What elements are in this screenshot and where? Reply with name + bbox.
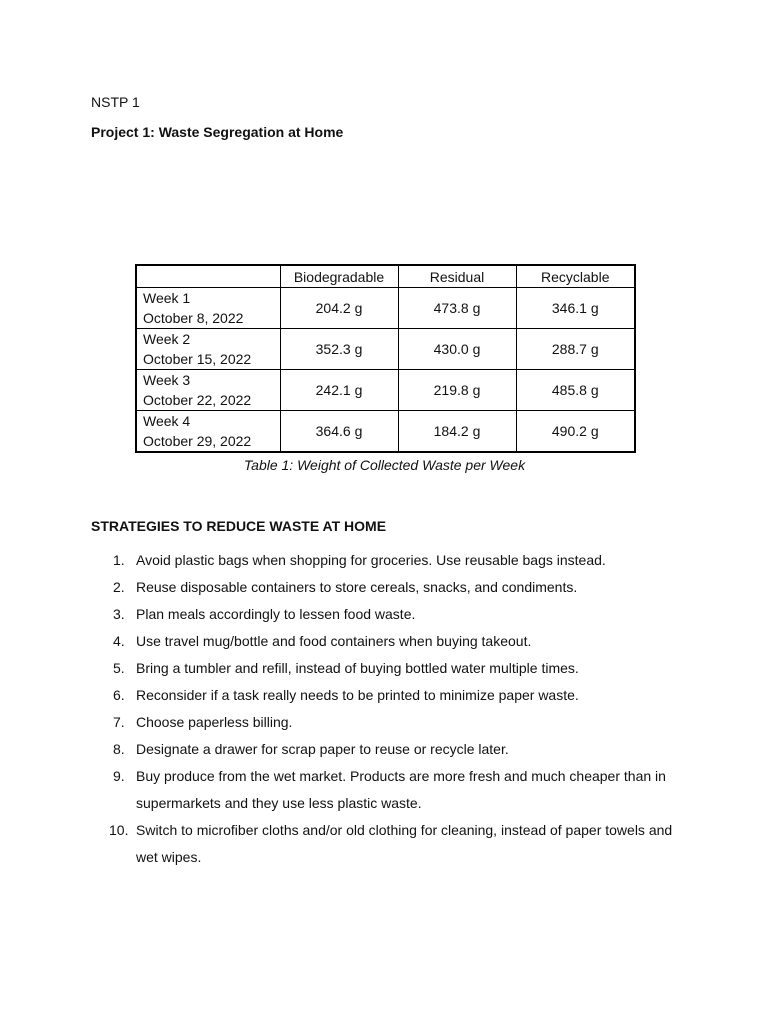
biodegradable-cell: 204.2 g — [280, 288, 398, 329]
list-text: Avoid plastic bags when shopping for groceries. Use reusable bags instead. — [136, 552, 606, 568]
list-item — [91, 655, 691, 682]
list-text: Use travel mug/bottle and food containers when buying takeout. — [136, 633, 532, 649]
waste-table — [135, 264, 636, 453]
course-label: NSTP 1 — [91, 94, 140, 110]
list-item — [91, 628, 691, 655]
week-label: Week 4 — [143, 413, 191, 429]
list-item — [91, 817, 691, 871]
week-cell — [136, 288, 280, 329]
list-text: Choose paperless billing. — [136, 714, 293, 730]
list-item — [91, 547, 691, 574]
week-date: October 29, 2022 — [143, 433, 252, 449]
list-item — [91, 736, 691, 763]
residual-cell: 430.0 g — [398, 329, 516, 370]
biodegradable-cell: 242.1 g — [280, 370, 398, 411]
recyclable-cell: 490.2 g — [516, 411, 635, 453]
strategies-title: STRATEGIES TO REDUCE WASTE AT HOME — [91, 518, 387, 534]
residual-cell: 184.2 g — [398, 411, 516, 453]
recyclable-cell: 485.8 g — [516, 370, 635, 411]
recyclable-cell: 288.7 g — [516, 329, 635, 370]
list-number: 4. — [113, 633, 125, 649]
list-number: 3. — [113, 606, 125, 622]
strategies-list — [91, 547, 691, 871]
list-text: Designate a drawer for scrap paper to reuse or recycle later. — [136, 741, 509, 757]
residual-cell: 219.8 g — [398, 370, 516, 411]
list-item — [91, 763, 691, 817]
table-header-blank — [136, 265, 280, 288]
list-text: Plan meals accordingly to lessen food waste. — [136, 606, 416, 622]
list-text: Switch to microfiber cloths and/or old clothing for cleaning, instead of paper towels and wet wipes. — [136, 822, 673, 865]
table-header-row — [136, 265, 635, 288]
list-item — [91, 709, 691, 736]
list-text: Buy produce from the wet market. Products are more fresh and much cheaper than in supermarkets and they use less plastic waste. — [136, 768, 666, 811]
list-number: 9. — [113, 768, 125, 784]
week-cell — [136, 329, 280, 370]
list-number: 2. — [113, 579, 125, 595]
project-title: Project 1: Waste Segregation at Home — [91, 124, 344, 140]
list-text: Reconsider if a task really needs to be printed to minimize paper waste. — [136, 687, 579, 703]
week-date: October 22, 2022 — [143, 392, 252, 408]
table-header-recyclable: Recyclable — [516, 265, 635, 288]
week-label: Week 2 — [143, 331, 191, 347]
list-number: 7. — [113, 714, 125, 730]
week-cell — [136, 370, 280, 411]
table-row — [136, 288, 635, 329]
biodegradable-cell: 352.3 g — [280, 329, 398, 370]
table-caption: Table 1: Weight of Collected Waste per Week — [243, 457, 526, 473]
list-text: Bring a tumbler and refill, instead of buying bottled water multiple times. — [136, 660, 579, 676]
table-header-biodegradable: Biodegradable — [280, 265, 398, 288]
table-row — [136, 370, 635, 411]
list-number: 1. — [113, 552, 125, 568]
table-header-residual: Residual — [398, 265, 516, 288]
list-number: 6. — [113, 687, 125, 703]
week-label: Week 1 — [143, 290, 191, 306]
table-row — [136, 411, 635, 453]
biodegradable-cell: 364.6 g — [280, 411, 398, 453]
list-item — [91, 682, 691, 709]
list-number: 10. — [109, 822, 129, 838]
list-number: 5. — [113, 660, 125, 676]
table-row — [136, 329, 635, 370]
list-item — [91, 601, 691, 628]
week-date: October 8, 2022 — [143, 310, 244, 326]
list-item — [91, 574, 691, 601]
week-date: October 15, 2022 — [143, 351, 252, 367]
residual-cell: 473.8 g — [398, 288, 516, 329]
list-number: 8. — [113, 741, 125, 757]
week-label: Week 3 — [143, 372, 191, 388]
recyclable-cell: 346.1 g — [516, 288, 635, 329]
list-text: Reuse disposable containers to store cereals, snacks, and condiments. — [136, 579, 578, 595]
week-cell — [136, 411, 280, 453]
